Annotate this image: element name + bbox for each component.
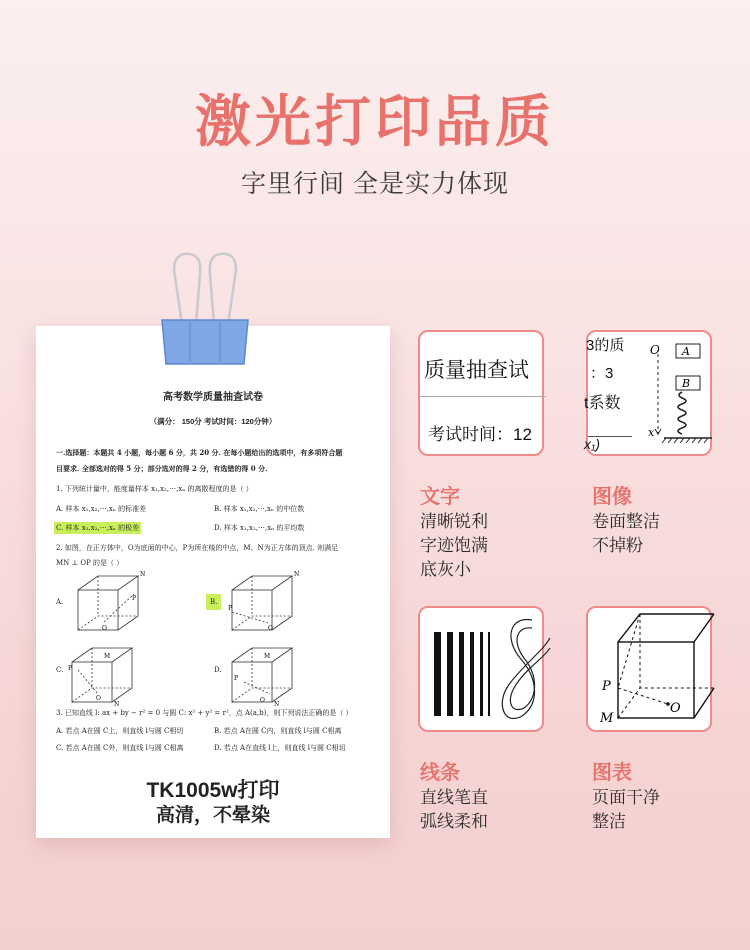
section-1-heading-cont: 目要求. 全部选对的得 5 分；部分选对的得 2 分，有选错的得 0 分. — [56, 464, 268, 473]
graph-tile-m-label: M — [600, 711, 614, 726]
svg-text:N: N — [274, 701, 280, 708]
binder-clip-icon — [160, 248, 250, 368]
feature-desc-line: 页面干净 — [592, 788, 660, 807]
page-title: 激光打印品质 — [195, 90, 555, 153]
q1-option-d: D. 样本 x₁,x₂,⋯,xₙ 的平均数 — [214, 524, 305, 532]
feature-label-image: 图像 — [592, 486, 632, 508]
feature-desc-line: 底灰小 — [420, 560, 471, 579]
feature-desc-image — [592, 510, 660, 558]
feature-label-text: 文字 — [420, 486, 460, 508]
q3-option-b: B. 若点 A在圆 C内，则直线 l与圆 C相离 — [214, 727, 342, 735]
text-tile-line-1: 质量抽查试 — [424, 359, 529, 382]
exam-subtitle: （满分： 150分 考试时间：120分钟） — [149, 417, 277, 426]
text-tile-line-2: 考试时间：12 — [428, 425, 532, 444]
svg-text:P: P — [132, 595, 137, 602]
feature-desc-line: 清晰锐利 — [420, 512, 488, 531]
graph-tile-o-label: O — [670, 701, 681, 716]
svg-text:P: P — [68, 665, 73, 672]
exam-paper — [36, 326, 390, 838]
image-tile-b-label: B — [682, 377, 691, 390]
image-tile-x1-label: x₁) — [584, 436, 601, 452]
q1-option-c-highlighted: C. 样本 x₁,x₂,⋯,xₙ 的极差 — [56, 524, 140, 532]
feature-desc-text — [420, 510, 488, 582]
svg-text:M: M — [104, 653, 111, 660]
q1-option-a: A. 样本 x₁,x₂,⋯,xₙ 的标准差 — [56, 505, 147, 513]
question-2: 2. 如图，在正方体中，O为底面的中心，P为所在棱的中点，M、N为正方体的顶点. 则满足 — [56, 544, 339, 552]
print-quality-caption: 高清，不晕染 — [155, 805, 270, 826]
cube-figure-d — [228, 644, 298, 706]
fig-label-b-highlighted: B. — [206, 594, 221, 610]
svg-text:O: O — [260, 697, 265, 704]
feature-desc-chart — [592, 786, 660, 834]
svg-text:O: O — [96, 695, 101, 702]
image-tile-o-label: O — [650, 343, 660, 357]
q3-option-d: D. 若点 A在直线 l上，则直线 l与圆 C相切 — [214, 744, 346, 752]
cube-figure-a — [74, 572, 144, 634]
svg-text:N: N — [114, 701, 120, 708]
feature-desc-line: 直线笔直 — [420, 788, 488, 807]
text-quality-tile — [418, 330, 544, 456]
svg-text:O: O — [268, 625, 273, 632]
feature-desc-line: 整洁 — [592, 812, 626, 831]
line-sample-graphic — [420, 608, 546, 734]
graph-tile-p-label: P — [602, 679, 611, 694]
feature-desc-line: 弧线柔和 — [420, 812, 488, 831]
image-quality-tile — [586, 330, 712, 456]
svg-text:N: N — [140, 571, 146, 578]
image-tile-a-label: A — [682, 345, 690, 358]
printer-model-caption: TK1005w打印 — [146, 779, 280, 802]
cube-figure-b — [228, 572, 298, 634]
feature-desc-line: 字迹饱满 — [420, 536, 488, 555]
svg-text:N: N — [294, 571, 300, 578]
chart-quality-tile — [586, 606, 712, 732]
question-1: 1. 下列统计量中，能度量样本 x₁,x₂,⋯,xₙ 的离散程度的是（ ） — [56, 485, 253, 493]
svg-text:P: P — [228, 605, 233, 612]
svg-text:M: M — [264, 653, 271, 660]
image-tile-line-3: t系数 — [584, 395, 621, 412]
feature-desc-line: 不掉粉 — [592, 536, 643, 555]
image-tile-line-2: ：3 — [590, 365, 614, 382]
image-tile-line-1: 3的质 — [586, 337, 625, 354]
q3-option-c: C. 若点 A在圆 C外，则直线 l与圆 C相离 — [56, 744, 184, 752]
fig-label-a: A. — [56, 598, 64, 606]
fig-label-d: D. — [214, 666, 222, 674]
q1-option-b: B. 样本 x₁,x₂,⋯,xₙ 的中位数 — [214, 505, 305, 513]
cube-figure-c — [68, 644, 138, 706]
feature-desc-line: 卷面整洁 — [592, 512, 660, 531]
page-subtitle: 字里行间 全是实力体现 — [241, 170, 509, 198]
question-3: 3. 已知直线 l: ax + by − r² = 0 与圆 C: x² + y² = r²，点 A(a,b)，则下列说法正确的是（ ） — [56, 709, 353, 717]
cube-graph-graphic — [588, 608, 714, 734]
exam-title: 高考数学质量抽查试卷 — [163, 392, 263, 403]
q3-option-a: A. 若点 A在圆 C上，则直线 l与圆 C相切 — [56, 727, 184, 735]
question-2-cont: MN ⊥ OP 的是（ ） — [56, 559, 124, 567]
feature-label-chart: 图表 — [592, 762, 632, 784]
image-tile-x-label: x — [648, 426, 655, 439]
line-quality-tile — [418, 606, 544, 732]
spring-diagram — [648, 340, 712, 452]
feature-desc-lines — [420, 786, 488, 834]
svg-text:P: P — [234, 675, 239, 682]
fig-label-c: C. — [56, 666, 64, 674]
feature-label-lines: 线条 — [420, 762, 460, 784]
svg-text:O: O — [102, 625, 107, 632]
section-1-heading: 一.选择题：本题共 4 小题，每小题 6 分，共 20 分. 在每小题给出的选项中，有多项符合题 — [56, 448, 343, 457]
